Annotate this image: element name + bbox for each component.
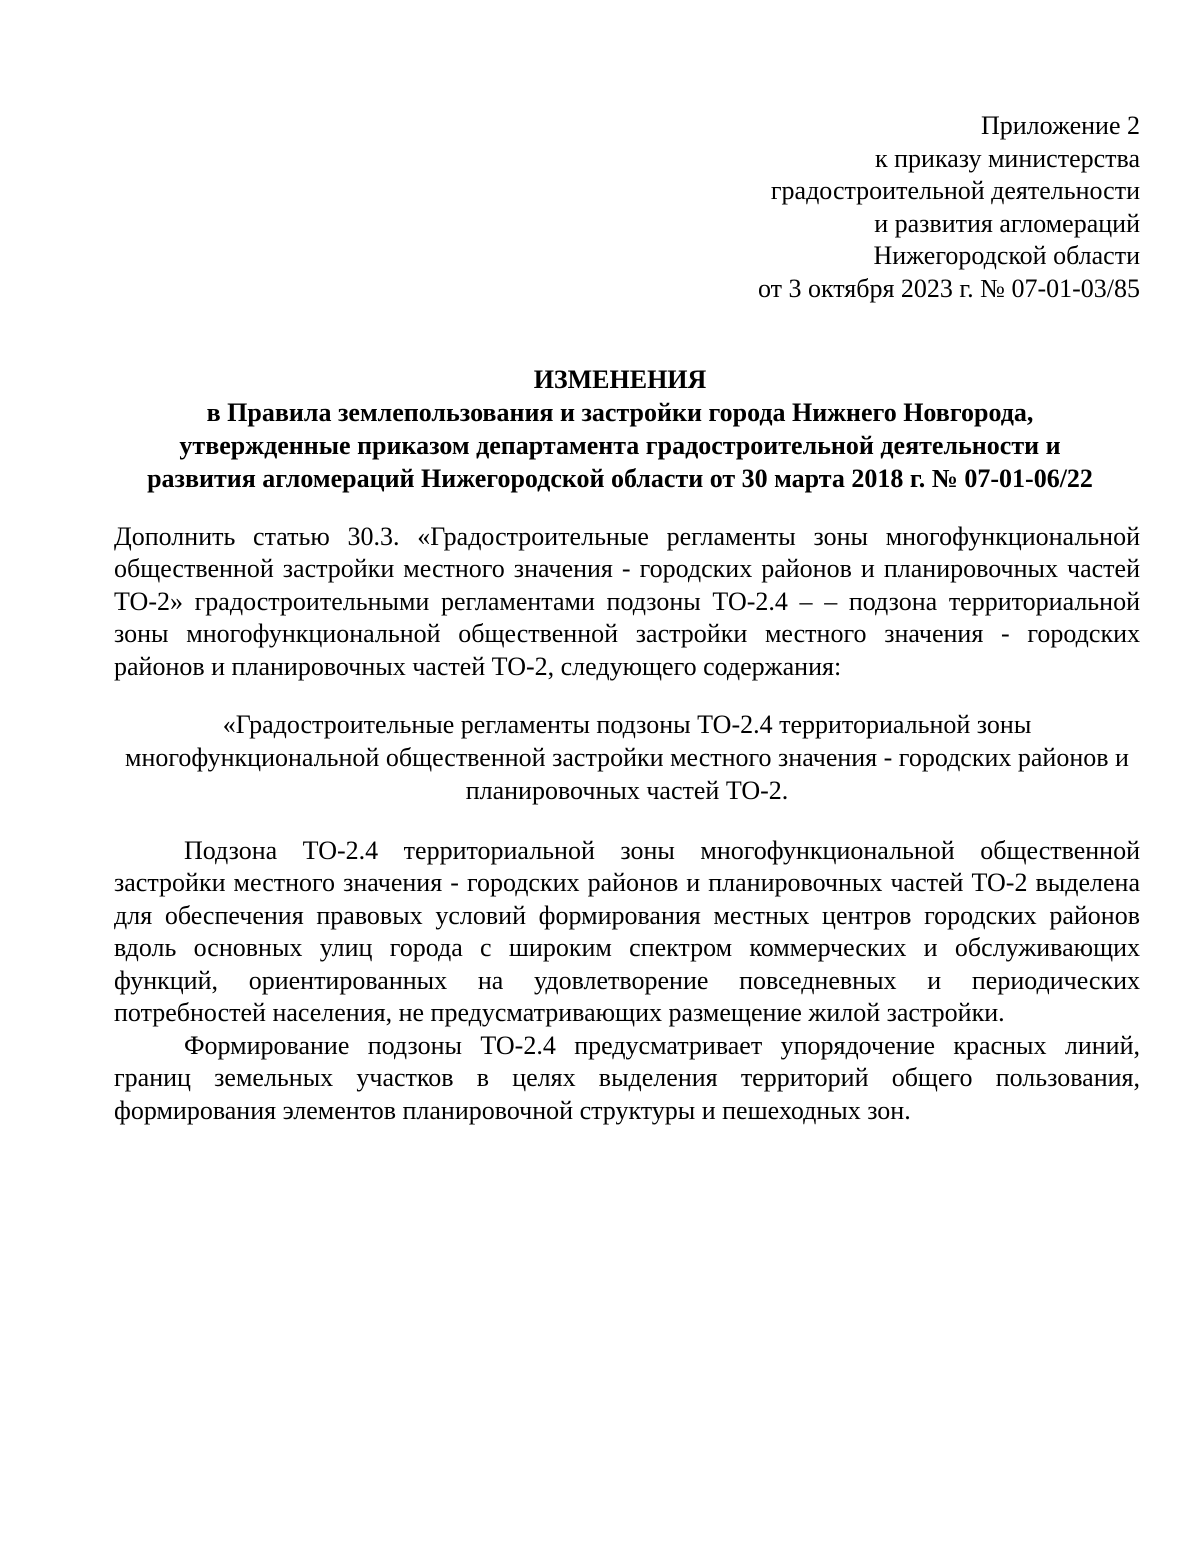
document-heading	[100, 363, 1140, 495]
paragraph-subzone-description: Подзона ТО-2.4 территориальной зоны многофункциональной общественной застройки местного значения - городских районов и планировочных частей ТО-2 выделена для обеспечения правовых условий формирования местных центров городских районов вдоль основных улиц города с широким спектром коммерческих и обслуживающих функций, ориентированных на удовлетворение повседневных и периодических потребностей населения, не предусматривающих размещение жилой застройки.	[114, 836, 1140, 1028]
document-title: ИЗМЕНЕНИЯ	[533, 365, 707, 394]
appendix-line: к приказу министерства	[875, 143, 1140, 173]
appendix-line: градостроительной деятельности	[770, 176, 1140, 206]
heading-line: в Правила землепользования и застройки города Нижнего Новгорода,	[206, 398, 1034, 427]
appendix-line: Приложение 2	[980, 111, 1140, 140]
appendix-order-date: от 3 октября 2023 г. № 07-01-03/85	[757, 273, 1140, 303]
appendix-line: Нижегородской области	[873, 241, 1140, 271]
heading-line: утвержденные приказом департамента градостроительной деятельности и	[179, 431, 1061, 460]
appendix-line: и развития агломераций	[874, 208, 1140, 238]
heading-line: развития агломераций Нижегородской области от 30 марта 2018 г. № 07-01-06/22	[147, 464, 1093, 493]
appendix-block	[620, 110, 1140, 306]
paragraph-regulations-title: «Градостроительные регламенты подзоны ТО-2.4 территориальной зоны многофункциональной общественной застройки местного значения - городских районов и планировочных частей ТО-2.	[125, 710, 1129, 805]
paragraph-intro: Дополнить статью 30.3. «Градостроительные регламенты зоны многофункциональной общественной застройки местного значения - городских районов и планировочных частей ТО-2» градостроительными регламентами подзоны ТО-2.4 – – подзона территориальной зоны многофункциональной общественной застройки местного значения - городских районов и планировочных частей ТО-2, следующего содержания:	[114, 522, 1140, 681]
paragraph-subzone-formation: Формирование подзоны ТО-2.4 предусматривает упорядочение красных линий, границ земельных участков в целях выделения территорий общего пользования, формирования элементов планировочной структуры и пешеходных зон.	[114, 1031, 1140, 1125]
